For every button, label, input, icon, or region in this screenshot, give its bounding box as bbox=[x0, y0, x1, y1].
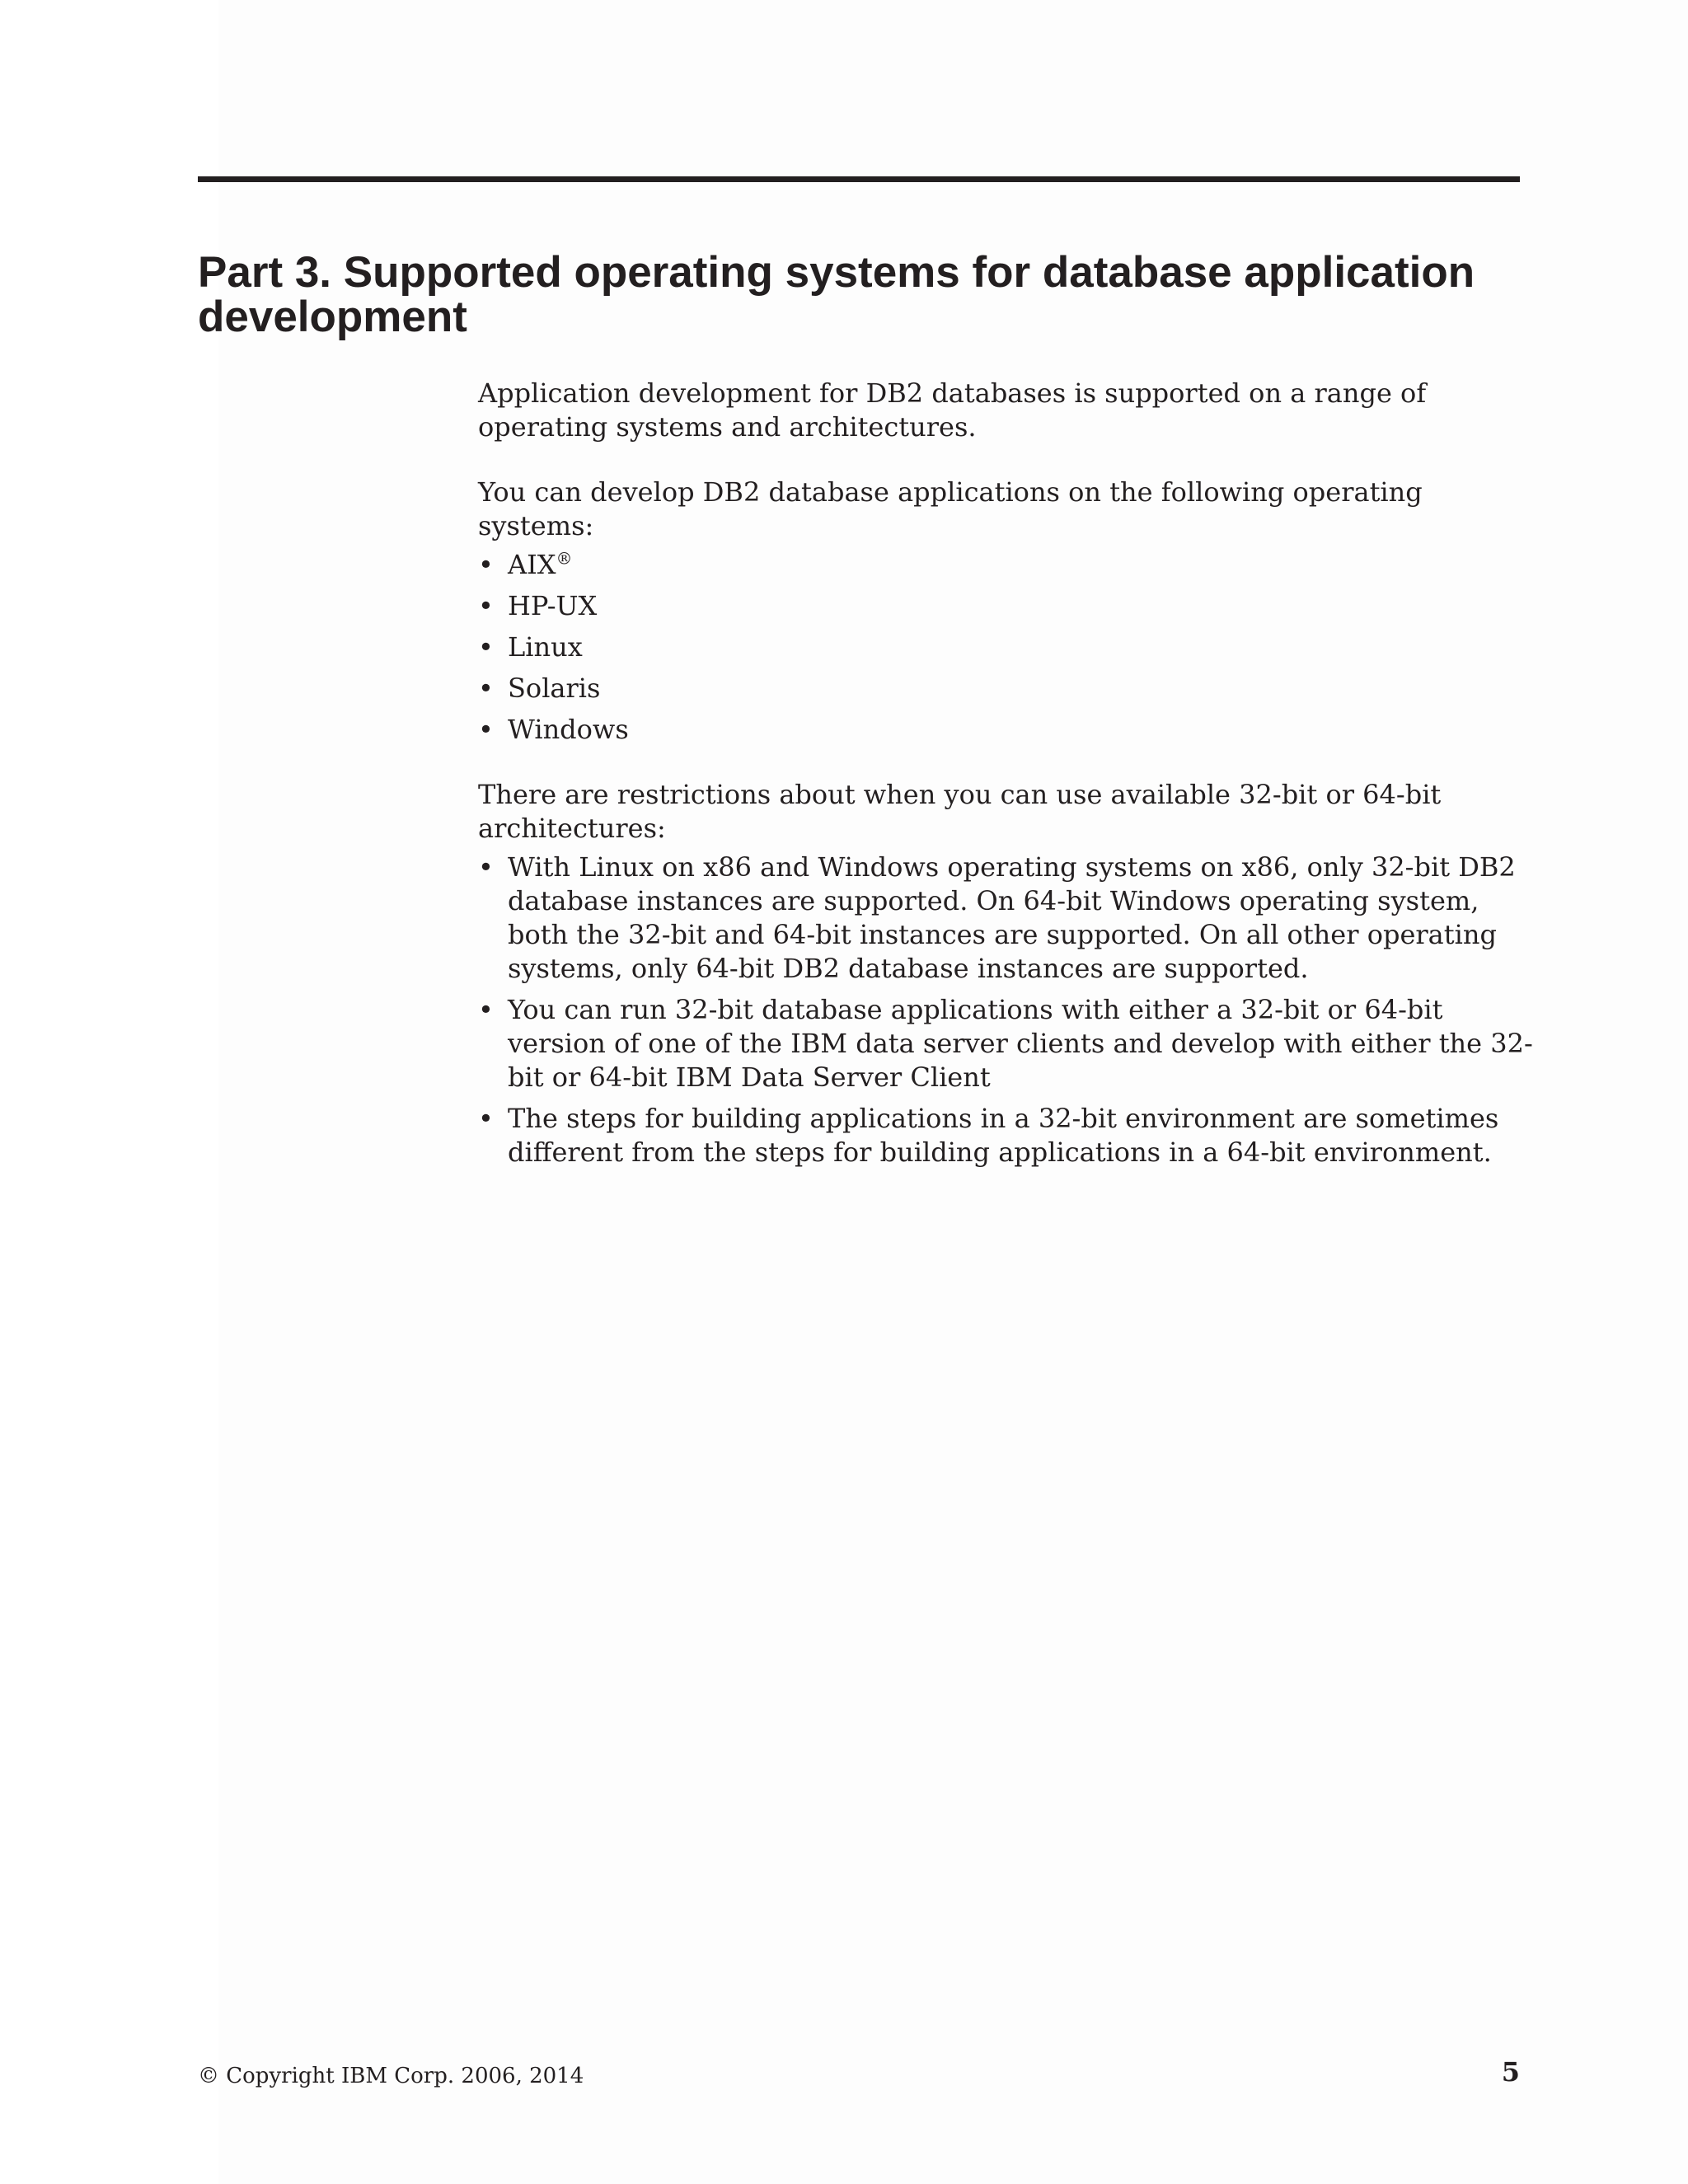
list-item bbox=[478, 548, 1533, 582]
restriction-text: You can run 32-bit database applications with either a 32-bit or 64-bit version of one of the IBM data server clients and develop with either the 32-bit or 64-bit IBM Data Server Client bbox=[508, 994, 1533, 1093]
bullet-icon: • bbox=[478, 1103, 494, 1134]
list-item bbox=[478, 851, 1533, 986]
bullet-icon: • bbox=[478, 590, 494, 621]
intro-paragraph: Application development for DB2 databases is supported on a range of operating systems and architectures. bbox=[478, 377, 1427, 443]
os-name: Windows bbox=[508, 714, 629, 745]
os-list bbox=[478, 548, 1533, 747]
footer-copyright: © Copyright IBM Corp. 2006, 2014 bbox=[198, 2064, 584, 2088]
restriction-text: With Linux on x86 and Windows operating systems on x86, only 32-bit DB2 database instances are supported. On 64-bit Windows operating system, both the 32-bit and 64-bit instances are supported. On all other operating systems, only 64-bit DB2 database instances are supported. bbox=[508, 851, 1516, 984]
list-item bbox=[478, 589, 1533, 623]
list-item bbox=[478, 672, 1533, 705]
list-item bbox=[478, 1102, 1533, 1169]
part-title: Part 3. Supported operating systems for database application development bbox=[198, 248, 1475, 341]
bullet-icon: • bbox=[478, 549, 494, 580]
os-name: Solaris bbox=[508, 673, 601, 704]
body-content bbox=[478, 377, 1533, 1169]
list-item bbox=[478, 993, 1533, 1094]
restrictions-list bbox=[478, 851, 1533, 1169]
os-name: AIX bbox=[508, 549, 556, 580]
registered-mark: ® bbox=[556, 548, 573, 569]
list-item bbox=[478, 713, 1533, 747]
top-rule-divider bbox=[198, 176, 1520, 182]
os-name: HP-UX bbox=[508, 590, 598, 621]
bullet-icon: • bbox=[478, 994, 494, 1025]
os-name: Linux bbox=[508, 631, 583, 663]
list-item bbox=[478, 630, 1533, 664]
bullet-icon: • bbox=[478, 714, 494, 745]
bullet-icon: • bbox=[478, 851, 494, 883]
restrictions-lead-paragraph: There are restrictions about when you can use available 32-bit or 64-bit architectures: bbox=[478, 779, 1442, 844]
bullet-icon: • bbox=[478, 631, 494, 663]
restriction-text: The steps for building applications in a 32-bit environment are sometimes different from the steps for building applications in a 64-bit environment. bbox=[508, 1103, 1499, 1168]
bullet-icon: • bbox=[478, 673, 494, 704]
os-lead-paragraph: You can develop DB2 database applications on the following operating systems: bbox=[478, 476, 1423, 541]
page-number: 5 bbox=[1501, 2056, 1520, 2088]
